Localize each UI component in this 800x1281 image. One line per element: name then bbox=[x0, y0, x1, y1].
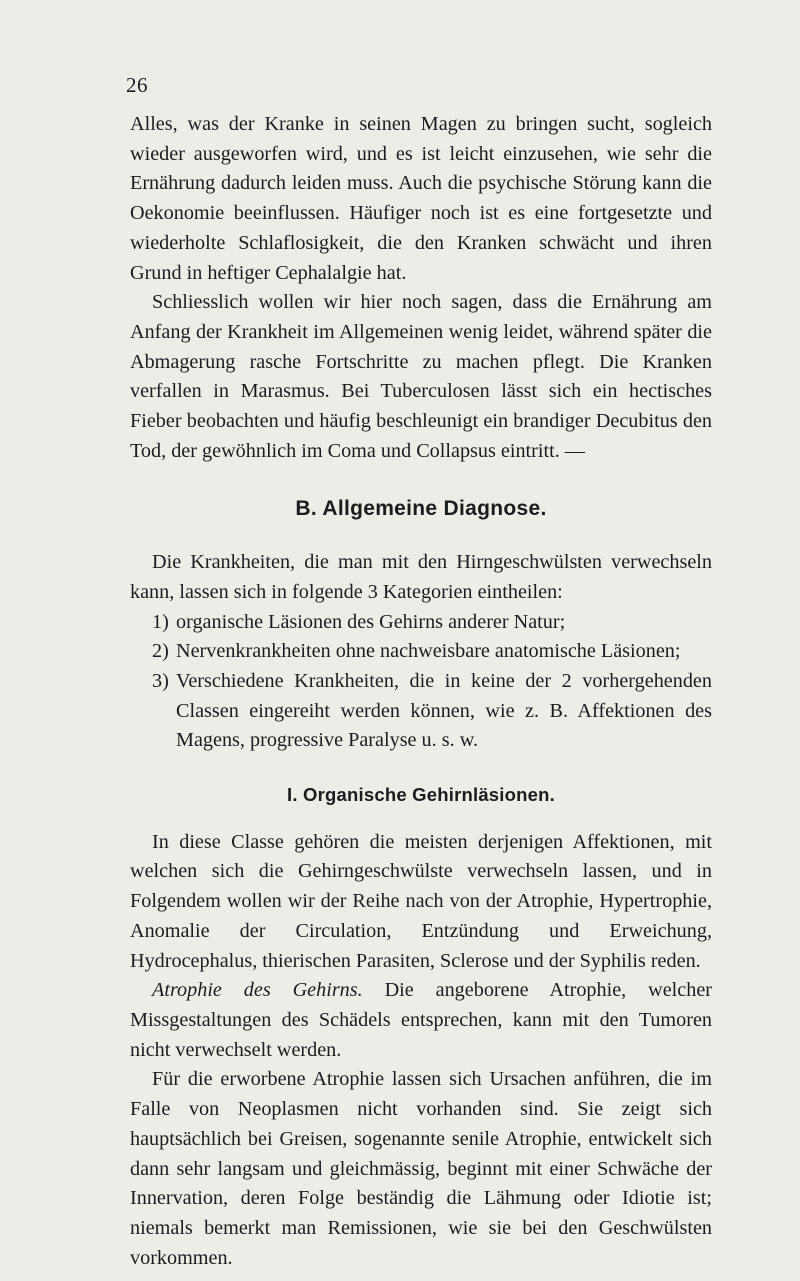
paragraph-lead: Atrophie des Gehirns. bbox=[152, 979, 363, 1002]
category-list bbox=[130, 608, 712, 757]
list-text: Nervenkrankheiten ohne nachweisbare anatomische Läsionen; bbox=[176, 640, 681, 663]
list-item bbox=[130, 667, 712, 756]
paragraph: Alles, was der Kranke in seinen Magen zu bringen sucht, sogleich wieder ausgeworfen wird, und es ist leicht einzusehen, wie sehr die Ernährung dadurch leiden muss. Auch die psychische Störung kann die Oekonomie beeinflussen. Häufiger noch ist es eine fortgesetzte und wiederholte Schlaflosigkeit, die den Kranken schwächt und ihren Grund in heftiger Cephalalgie hat. bbox=[130, 113, 712, 284]
list-number: 2) bbox=[152, 640, 169, 663]
subsection-heading: I. Organische Gehirnläsionen. bbox=[287, 784, 555, 806]
list-item bbox=[130, 637, 712, 667]
page-number: 26 bbox=[126, 73, 148, 97]
paragraph: Für die erworbene Atrophie lassen sich Ursachen anführen, die im Falle von Neoplasmen nicht vorhanden sind. Sie zeigt sich hauptsächlich bei Greisen, sogenannte senile Atrophie, entwickelt sich dann sehr langsam und gleichmässig, beginnt mit einer Schwäche der Innervation, deren Folge beständig die Lähmung oder Idiotie ist; niemals bemerkt man Remissionen, wie sie bei den Geschwülsten vorkommen. bbox=[130, 1068, 712, 1269]
page-body bbox=[130, 110, 712, 1273]
paragraph: Schliesslich wollen wir hier noch sagen, dass die Ernährung am Anfang der Krankheit im Allgemeinen wenig leidet, während später die Abmagerung rasche Fortschritte zu machen pflegt. Die Kranken verfallen in Marasmus. Bei Tuberculosen lässt sich ein hectisches Fieber beobachten und häufig beschleunigt ein brandiger Decubitus den Tod, der gewöhnlich im Coma und Collapsus eintritt. — bbox=[130, 291, 712, 462]
paragraph: Die Krankheiten, die man mit den Hirngeschwülsten verwechseln kann, lassen sich in folgende 3 Kategorien eintheilen: bbox=[130, 551, 712, 603]
section-heading: B. Allgemeine Diagnose. bbox=[295, 497, 547, 521]
paragraph bbox=[130, 976, 712, 1065]
list-text: Verschiedene Krankheiten, die in keine der 2 vorhergehenden Classen eingereiht werden können, wie z. B. Affektionen des Magens, progressive Paralyse u. s. w. bbox=[176, 669, 712, 752]
list-item bbox=[130, 608, 712, 638]
list-number: 1) bbox=[152, 610, 169, 633]
list-text: organische Läsionen des Gehirns anderer Natur; bbox=[176, 610, 566, 633]
paragraph-rest: Die angeborene Atrophie, welcher Missgestaltungen des Schädels entsprechen, kann mit den Tumoren nicht verwechselt werden. bbox=[130, 979, 712, 1061]
paragraph: In diese Classe gehören die meisten derjenigen Affektionen, mit welchen sich die Gehirngeschwülste verwechseln lassen, und in Folgendem wollen wir der Reihe nach von der Atrophie, Hypertrophie, Anomalie der Circulation, Entzündung und Erweichung, Hydrocephalus, thierischen Parasiten, Sclerose und der Syphilis reden. bbox=[130, 830, 712, 972]
list-number: 3) bbox=[152, 669, 169, 692]
